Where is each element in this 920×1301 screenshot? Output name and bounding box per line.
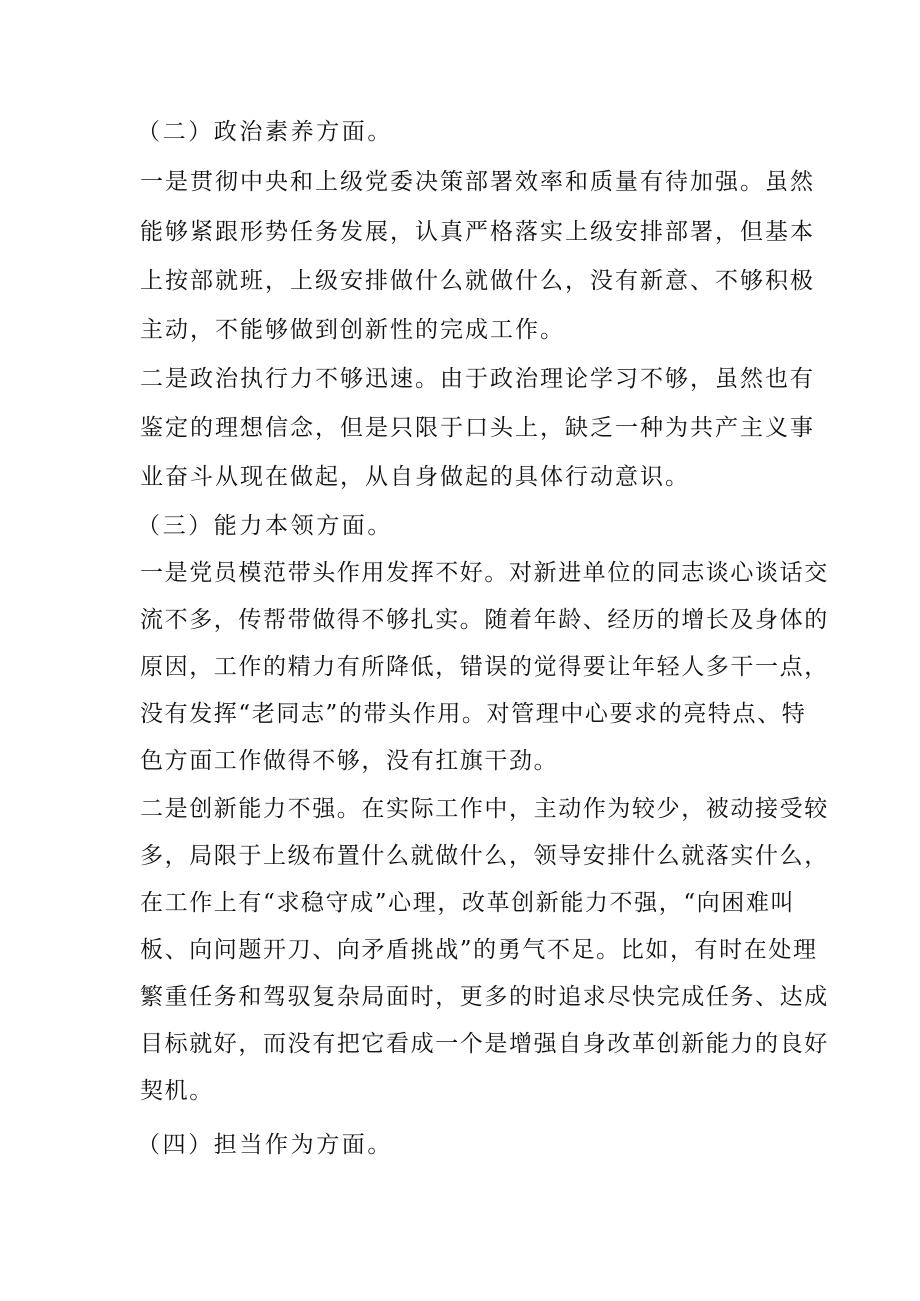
paragraph-line: 流不多，传帮带做得不够扎实。随着年龄、经历的增长及身体的 [140,607,829,633]
paragraph-line: 二是政治执行力不够迅速。由于政治理论学习不够，虽然也有 [140,366,815,392]
paragraph-line: 原因，工作的精力有所降低，错误的觉得要让年轻人多干一点， [140,654,829,680]
paragraph-line: 业奋斗从现在做起，从自身做起的具体行动意识。 [140,464,690,490]
paragraph-line: 色方面工作做得不够，没有扛旗干劲。 [140,748,559,774]
paragraph-line: 板、向问题开刀、向矛盾挑战”的勇气不足。比如，有时在处理 [140,937,818,963]
paragraph-line: 主动，不能够做到创新性的完成工作。 [140,317,565,343]
paragraph-line: 一是党员模范带头作用发挥不好。对新进单位的同志谈心谈话交 [140,560,829,586]
paragraph-line: 鉴定的理想信念，但是只限于口头上，缺乏一种为共产主义事 [140,415,815,441]
paragraph-line: 繁重任务和驾驭复杂局面时，更多的时追求尽快完成任务、达成 [140,984,829,1010]
paragraph-line: 能够紧跟形势任务发展，认真严格落实上级安排部署，但基本 [140,219,815,245]
paragraph-line: 一是贯彻中央和上级党委决策部署效率和质量有待加强。虽然 [140,169,815,195]
section-heading-ability: （三）能力本领方面。 [137,513,393,539]
section-heading-political-quality: （二）政治素养方面。 [137,119,393,145]
paragraph-line: 多，局限于上级布置什么就做什么，领导安排什么就落实什么， [140,843,829,869]
paragraph-line: 上按部就班，上级安排做什么就做什么，没有新意、不够积极 [140,268,815,294]
paragraph-line: 契机。 [140,1078,214,1104]
paragraph-line: 没有发挥“老同志”的带头作用。对管理中心要求的亮特点、特 [140,701,807,727]
paragraph-line: 二是创新能力不强。在实际工作中，主动作为较少，被动接受较 [140,796,829,822]
section-heading-responsibility: （四）担当作为方面。 [137,1132,393,1158]
paragraph-line: 目标就好，而没有把它看成一个是增强自身改革创新能力的良好 [140,1031,829,1057]
paragraph-line: 在工作上有“求稳守成”心理，改革创新能力不强，“向困难叫 [140,890,796,916]
